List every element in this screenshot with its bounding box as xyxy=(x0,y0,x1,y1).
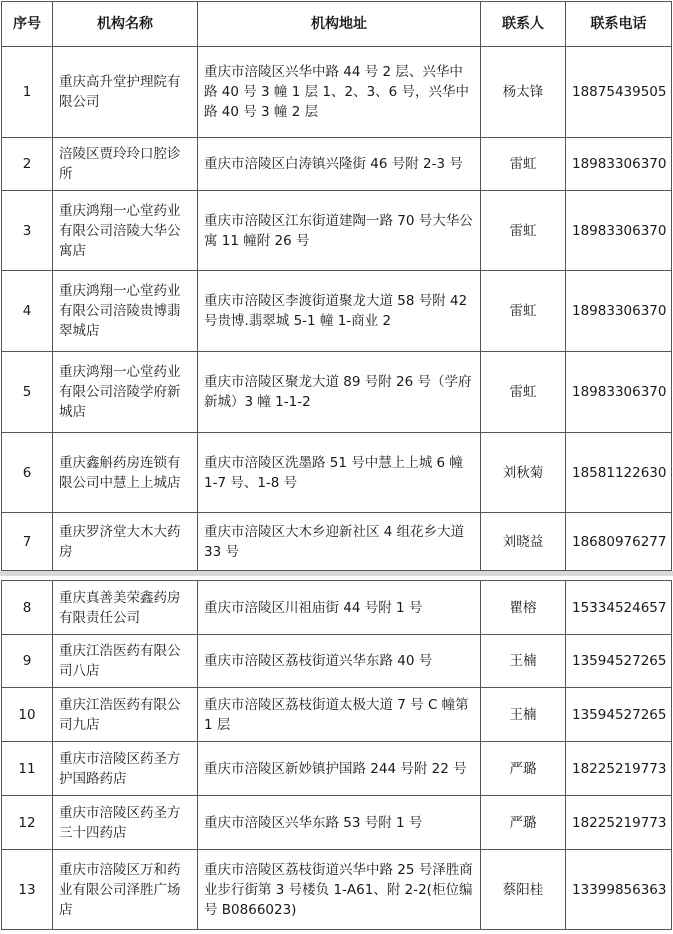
institution-address: 重庆市涪陵区江东街道建陶一路 70 号大华公寓 11 幢附 26 号 xyxy=(198,191,481,271)
institution-address: 重庆市涪陵区新妙镇护国路 244 号附 22 号 xyxy=(198,742,481,796)
contact-person: 王楠 xyxy=(481,688,566,742)
row-number: 5 xyxy=(2,352,53,433)
institution-name: 重庆真善美荣鑫药房有限责任公司 xyxy=(53,581,198,635)
contact-person: 刘秋菊 xyxy=(481,433,566,513)
contact-person: 王楠 xyxy=(481,635,566,688)
table-row xyxy=(2,688,672,742)
contact-person: 瞿榕 xyxy=(481,581,566,635)
contact-phone: 18983306370 xyxy=(566,352,672,433)
table-row xyxy=(2,271,672,352)
table-row xyxy=(2,433,672,513)
header-address: 机构地址 xyxy=(198,2,481,47)
table-row xyxy=(2,742,672,796)
row-number: 7 xyxy=(2,513,53,571)
table-row xyxy=(2,635,672,688)
page-separator xyxy=(0,571,673,576)
institution-table-part2 xyxy=(1,580,672,930)
row-number: 4 xyxy=(2,271,53,352)
institution-name: 重庆市涪陵区药圣方三十四药店 xyxy=(53,796,198,850)
contact-person: 雷虹 xyxy=(481,138,566,191)
institution-name: 重庆鸿翔一心堂药业有限公司涪陵学府新城店 xyxy=(53,352,198,433)
institution-name: 重庆江浩医药有限公司八店 xyxy=(53,635,198,688)
header-name: 机构名称 xyxy=(53,2,198,47)
contact-person: 杨太锋 xyxy=(481,47,566,138)
institution-address: 重庆市涪陵区白涛镇兴隆街 46 号附 2-3 号 xyxy=(198,138,481,191)
institution-name: 重庆市涪陵区药圣方护国路药店 xyxy=(53,742,198,796)
contact-person: 刘晓益 xyxy=(481,513,566,571)
institution-address: 重庆市涪陵区大木乡迎新社区 4 组花乡大道 33 号 xyxy=(198,513,481,571)
table-row xyxy=(2,850,672,930)
contact-person: 严璐 xyxy=(481,742,566,796)
contact-phone: 13399856363 xyxy=(566,850,672,930)
contact-person: 雷虹 xyxy=(481,271,566,352)
contact-phone: 13594527265 xyxy=(566,635,672,688)
contact-person: 雷虹 xyxy=(481,191,566,271)
table-row xyxy=(2,581,672,635)
contact-phone: 18983306370 xyxy=(566,271,672,352)
institution-address: 重庆市涪陵区李渡街道聚龙大道 58 号附 42 号贵博.翡翠城 5-1 幢 1-商业 2 xyxy=(198,271,481,352)
institution-name: 重庆高升堂护理院有限公司 xyxy=(53,47,198,138)
contact-phone: 18680976277 xyxy=(566,513,672,571)
contact-phone: 18581122630 xyxy=(566,433,672,513)
row-number: 12 xyxy=(2,796,53,850)
institution-address: 重庆市涪陵区荔枝街道兴华东路 40 号 xyxy=(198,635,481,688)
table-row xyxy=(2,47,672,138)
table-row xyxy=(2,796,672,850)
institution-name: 重庆罗济堂大木大药房 xyxy=(53,513,198,571)
header-row xyxy=(2,2,672,47)
contact-person: 雷虹 xyxy=(481,352,566,433)
row-number: 3 xyxy=(2,191,53,271)
row-number: 2 xyxy=(2,138,53,191)
institution-name: 重庆鸿翔一心堂药业有限公司涪陵大华公寓店 xyxy=(53,191,198,271)
row-number: 11 xyxy=(2,742,53,796)
institution-address: 重庆市涪陵区荔枝街道太极大道 7 号 C 幢第 1 层 xyxy=(198,688,481,742)
contact-phone: 15334524657 xyxy=(566,581,672,635)
institution-name: 重庆鑫斛药房连锁有限公司中慧上上城店 xyxy=(53,433,198,513)
institution-address: 重庆市涪陵区兴华中路 44 号 2 层、兴华中路 40 号 3 幢 1 层 1、2、3、6 号，兴华中路 40 号 3 幢 2 层 xyxy=(198,47,481,138)
institution-name: 重庆市涪陵区万和药业有限公司泽胜广场店 xyxy=(53,850,198,930)
row-number: 6 xyxy=(2,433,53,513)
institution-name: 重庆鸿翔一心堂药业有限公司涪陵贵博翡翠城店 xyxy=(53,271,198,352)
table-row xyxy=(2,138,672,191)
table-row xyxy=(2,513,672,571)
contact-phone: 18983306370 xyxy=(566,191,672,271)
row-number: 10 xyxy=(2,688,53,742)
institution-table-part1 xyxy=(1,1,672,571)
institution-name: 重庆江浩医药有限公司九店 xyxy=(53,688,198,742)
table-row xyxy=(2,191,672,271)
institution-name: 涪陵区贾玲玲口腔诊所 xyxy=(53,138,198,191)
contact-phone: 13594527265 xyxy=(566,688,672,742)
institution-address: 重庆市涪陵区聚龙大道 89 号附 26 号（学府新城）3 幢 1-1-2 xyxy=(198,352,481,433)
row-number: 8 xyxy=(2,581,53,635)
institution-address: 重庆市涪陵区荔枝街道兴华中路 25 号泽胜商业步行街第 3 号楼负 1-A61、附 2-2(柜位编号 B0866023) xyxy=(198,850,481,930)
header-person: 联系人 xyxy=(481,2,566,47)
contact-phone: 18983306370 xyxy=(566,138,672,191)
row-number: 9 xyxy=(2,635,53,688)
contact-phone: 18875439505 xyxy=(566,47,672,138)
institution-address: 重庆市涪陵区川祖庙街 44 号附 1 号 xyxy=(198,581,481,635)
row-number: 13 xyxy=(2,850,53,930)
contact-person: 严璐 xyxy=(481,796,566,850)
contact-phone: 18225219773 xyxy=(566,796,672,850)
header-no: 序号 xyxy=(2,2,53,47)
institution-address: 重庆市涪陵区洗墨路 51 号中慧上上城 6 幢 1-7 号、1-8 号 xyxy=(198,433,481,513)
row-number: 1 xyxy=(2,47,53,138)
institution-address: 重庆市涪陵区兴华东路 53 号附 1 号 xyxy=(198,796,481,850)
header-phone: 联系电话 xyxy=(566,2,672,47)
contact-person: 蔡阳桂 xyxy=(481,850,566,930)
contact-phone: 18225219773 xyxy=(566,742,672,796)
table-row xyxy=(2,352,672,433)
